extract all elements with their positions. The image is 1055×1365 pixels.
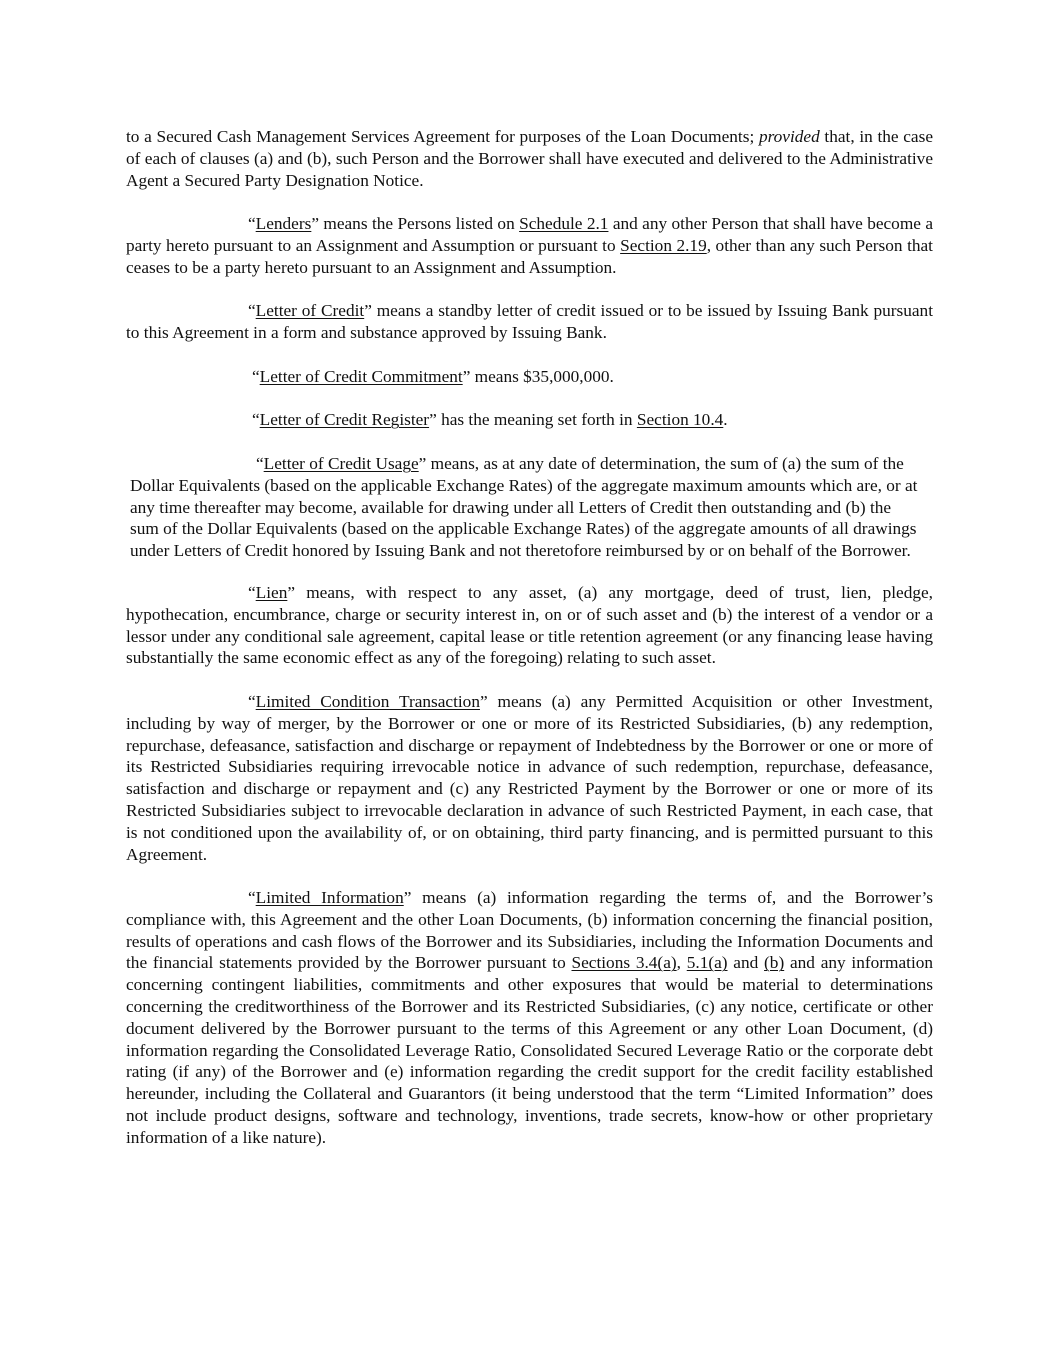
text-run: , <box>676 953 687 973</box>
definition-lenders <box>126 213 933 278</box>
text-run: “ <box>248 888 256 908</box>
text-run: and any other Person that shall have become a party hereto pursuant to an Assignment and Assumption or pursuant to <box>126 214 933 255</box>
defined-term: Letter of Credit Usage <box>263 453 419 473</box>
cross-reference: 5.1(a) <box>686 953 728 973</box>
definition-letter-of-credit-register <box>126 409 933 431</box>
text-run: ” has the meaning set forth in <box>429 410 637 430</box>
cross-reference: (b) <box>764 953 785 973</box>
text-run: “ <box>248 691 256 711</box>
cross-reference: Sections 3.4(a) <box>571 953 677 973</box>
definition-letter-of-credit-commitment <box>126 366 933 388</box>
text-run: ” means $35,000,000. <box>462 366 614 386</box>
cross-reference: Section 10.4 <box>636 410 724 430</box>
paragraph-continuation <box>126 126 933 191</box>
text-run: “ <box>248 301 256 321</box>
text-run: and <box>727 953 765 973</box>
text-run: “ <box>252 410 260 430</box>
text-run: , other than any such Person that ceases to be a party hereto pursuant to an Assignment and Assumption. <box>126 235 933 277</box>
definition-lien <box>126 582 933 669</box>
definition-letter-of-credit <box>126 300 933 344</box>
text-run: “ <box>248 582 256 602</box>
defined-term: Lien <box>255 582 288 602</box>
definition-limited-information <box>126 887 933 1149</box>
defined-term: Letter of Credit Commitment <box>259 366 463 386</box>
definition-limited-condition-transaction <box>126 691 933 865</box>
defined-term: Limited Information <box>255 888 404 908</box>
text-run: to a Secured Cash Management Services Agreement for purposes of the Loan Documents; <box>126 127 759 146</box>
text-run: . <box>723 410 728 430</box>
definition-letter-of-credit-usage <box>126 453 933 562</box>
document-body <box>126 126 933 1170</box>
text-run: ” means the Persons listed on <box>311 214 520 234</box>
text-run: “ <box>252 366 260 386</box>
text-run: ” means, with respect to any asset, (a) any mortgage, deed of trust, lien, pledge, hypothecation, encumbrance, charge or security interest in, on or of such asset and (b) the interest of a vendor or a lessor under any conditional sale agreement, capital lease or title retention agreement (or any financing lease having substantially the same economic effect as any of the foregoing) relating to such asset. <box>126 582 933 668</box>
defined-term: Letter of Credit Register <box>259 410 430 430</box>
defined-term: Lenders <box>255 214 312 234</box>
text-run: ” means a standby letter of credit issued or to be issued by Issuing Bank pursuant to this Agreement in a form and substance approved by Issuing Bank. <box>126 301 933 343</box>
text-run: that, in the case of each of clauses (a) and (b), such Person and the Borrower shall have executed and delivered to the Administrative Agent a Secured Party Designation Notice. <box>126 127 933 190</box>
defined-term: Limited Condition Transaction <box>255 691 480 711</box>
text-run: “ <box>256 453 264 473</box>
text-run: ” means, as at any date of determination, the sum of (a) the sum of the Dollar Equivalents (based on the applicable Exchange Rates) of the aggregate maximum amounts which are, or at any time thereafter may become, available for drawing under all Letters of Credit then outstanding and (b) the sum of the Dollar Equivalents (based on the applicable Exchange Rates) of the aggregate amounts of all drawings under Letters of Credit honored by Issuing Bank and not theretofore reimbursed by or on behalf of the Borrower. <box>130 453 918 561</box>
italic-term-provided: provided <box>758 127 820 146</box>
text-run: “ <box>248 214 256 234</box>
text-run: ” means (a) information regarding the terms of, and the Borrower’s compliance with, this Agreement and the other Loan Documents, (b) information concerning the financial position, results of operations and cash flows of the Borrower and its Subsidiaries, including the Information Documents and the financial statements provided by the Borrower pursuant to <box>126 888 933 973</box>
text-run: ” means (a) any Permitted Acquisition or other Investment, including by way of merger, by the Borrower or one or more of its Restricted Subsidiaries, (b) any redemption, repurchase, defeasance, satisfaction and discharge or repayment of Indebtedness by the Borrower or one or more of its Restricted Subsidiaries requiring irrevocable notice in advance of such redemption, repurchase, defeasance, satisfaction and discharge or repayment and (c) any Restricted Payment by the Borrower or one or more of its Restricted Subsidiaries subject to irrevocable declaration in advance of such Restricted Payment, in each case, that is not conditioned upon the availability of, or on obtaining, third party financing, and is permitted pursuant to this Agreement. <box>126 691 933 864</box>
cross-reference: Schedule 2.1 <box>519 214 609 234</box>
defined-term: Letter of Credit <box>255 301 365 321</box>
cross-reference: Section 2.19 <box>620 235 707 255</box>
text-run: and any information concerning contingent liabilities, commitments and other exposures that would be material to determinations concerning the creditworthiness of the Borrower and its Restricted Subsidiaries, (c) any notice, certificate or other document delivered by the Borrower pursuant to the terms of this Agreement or any other Loan Document, (d) information regarding the Consolidated Leverage Ratio, Consolidated Secured Leverage Ratio or the corporate debt rating (if any) of the Borrower and (e) information regarding the credit support for the credit facility established hereunder, including the Collateral and Guarantors (it being understood that the term “Limited Information” does not include product designs, software and technology, inventions, trade secrets, know-how or other proprietary information of a like nature). <box>126 953 934 1147</box>
